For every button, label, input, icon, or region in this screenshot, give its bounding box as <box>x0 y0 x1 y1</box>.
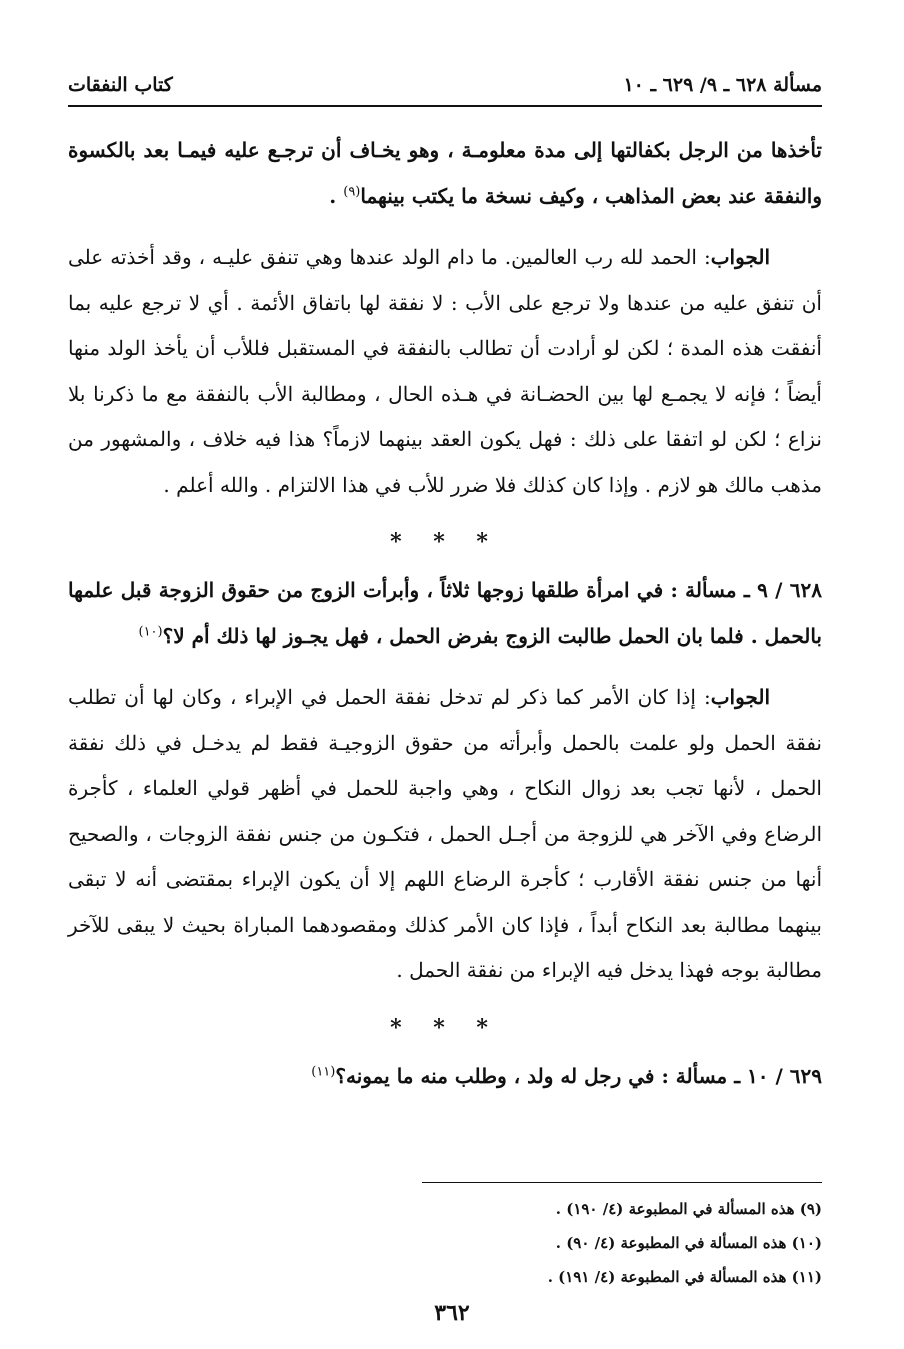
section-separator: * * * <box>390 1014 500 1041</box>
answer-label: الجواب <box>710 245 770 269</box>
continued-question-end: . <box>329 183 344 208</box>
question-number: ٦٢٨ / ٩ ـ مسألة : <box>670 578 822 602</box>
footnote-ref-11: (١١) <box>311 1063 336 1079</box>
main-text <box>68 128 822 1099</box>
footnote-ref-10: (١٠) <box>138 623 163 639</box>
continued-question <box>68 128 822 219</box>
question-text: في رجل له ولد ، وطلب منه ما يمونه؟ <box>335 1063 662 1088</box>
footnote-rule <box>422 1182 822 1183</box>
footnote-9: (٩) هذه المسألة في المطبوعة (٤/ ١٩٠) . <box>555 1200 822 1218</box>
running-head <box>68 70 822 104</box>
header-rule <box>68 105 822 107</box>
footnotes <box>300 1192 822 1294</box>
answer-text: : إذا كان الأمر كما ذكر لم تدخل نفقة الحمل في الإبراء ، وكان لها أن تطلب نفقة الحمل ولو علمت بالحمل وأبرأته من حقوق الزوجيـة فقط لم يدخـل في ذلك نفقة الحمل ، لأنها تجب بعد زوال النكاح ، وهي واجبة للحمل في أظهر قولي العلماء ، كأجرة الرضاع وفي الآخر هي للزوجة من أجـل الحمل ، فتكـون من جنس نفقة الزوجات ، والصحيح أنها من جنس نفقة الأقارب ؛ كأجرة الرضاع اللهم إلا أن يكون الإبراء بمقتضى أنه لا تبقى بينهما مطالبة بعد النكاح أبداً ، فإذا كان الأمر كذلك ومقصودهما المباراة بحيث لا يبقى للآخر مطالبة بوجه فهذا يدخل فيه الإبراء من نفقة الحمل . <box>68 685 822 982</box>
footnote-10: (١٠) هذه المسألة في المطبوعة (٤/ ٩٠) . <box>555 1234 822 1252</box>
question-paragraph-628 <box>68 568 822 659</box>
answer-paragraph-2 <box>68 675 822 994</box>
continued-question-text: تأخذها من الرجل بكفالتها إلى مدة معلومـة ، وهو يخـاف أن ترجـع عليه فيمـا بعد بالكسوة والنفقة عند بعض المذاهب ، وكيف نسخة ما يكتب بينهما <box>68 138 822 208</box>
footnote-11: (١١) هذه المسألة في المطبوعة (٤/ ١٩١) . <box>547 1268 822 1286</box>
footnote-ref-9: (٩) <box>343 183 361 199</box>
answer-text: : الحمد لله رب العالمين. ما دام الولد عندها وهي تنفق عليـه ، وقد أخذته على أن تنفق عليه من عندها ولا ترجع على الأب : لا نفقة لها باتفاق الأئمة . أي لا ترجع عليه بما أنفقت هذه المدة ؛ لكن لو أرادت أن تطالب بالنفقة في المستقبل فللأب أن يأخذ الولد منها أيضاً ؛ فإنه لا يجمـع لها بين الحضـانة في هـذه الحال ، ومطالبة الأب بالنفقة مع ما ذكرنا بلا نزاع ؛ لكن لو اتفقا على ذلك : فهل يكون العقد بينهما لازماً؟ هذا فيه خلاف ، والمشهور من مذهب مالك هو لازم . وإذا كان كذلك فلا ضرر للأب في هذا الالتزام . والله أعلم . <box>68 245 822 497</box>
answer-label: الجواب <box>710 685 770 709</box>
answer-paragraph-1 <box>68 235 822 508</box>
section-reference: مسألة ٦٢٨ ـ ٩/ ٦٢٩ ـ ١٠ <box>623 74 822 96</box>
book-chapter-title: كتاب النفقات <box>68 74 173 96</box>
question-number: ٦٢٩ / ١٠ ـ مسألة : <box>661 1063 822 1088</box>
section-separator: * * * <box>390 529 500 555</box>
question-text: في امرأة طلقها زوجها ثلاثاً ، وأبرأت الزوج من حقوق الزوجة قبل علمها بالحمل . فلما بان الحمل طالبت الزوج بفرض الحمل ، فهل يجـوز لها ذلك أم لا؟ <box>68 578 822 648</box>
page-number: ٣٦٢ <box>434 1300 470 1326</box>
question-paragraph-629 <box>68 1054 822 1100</box>
